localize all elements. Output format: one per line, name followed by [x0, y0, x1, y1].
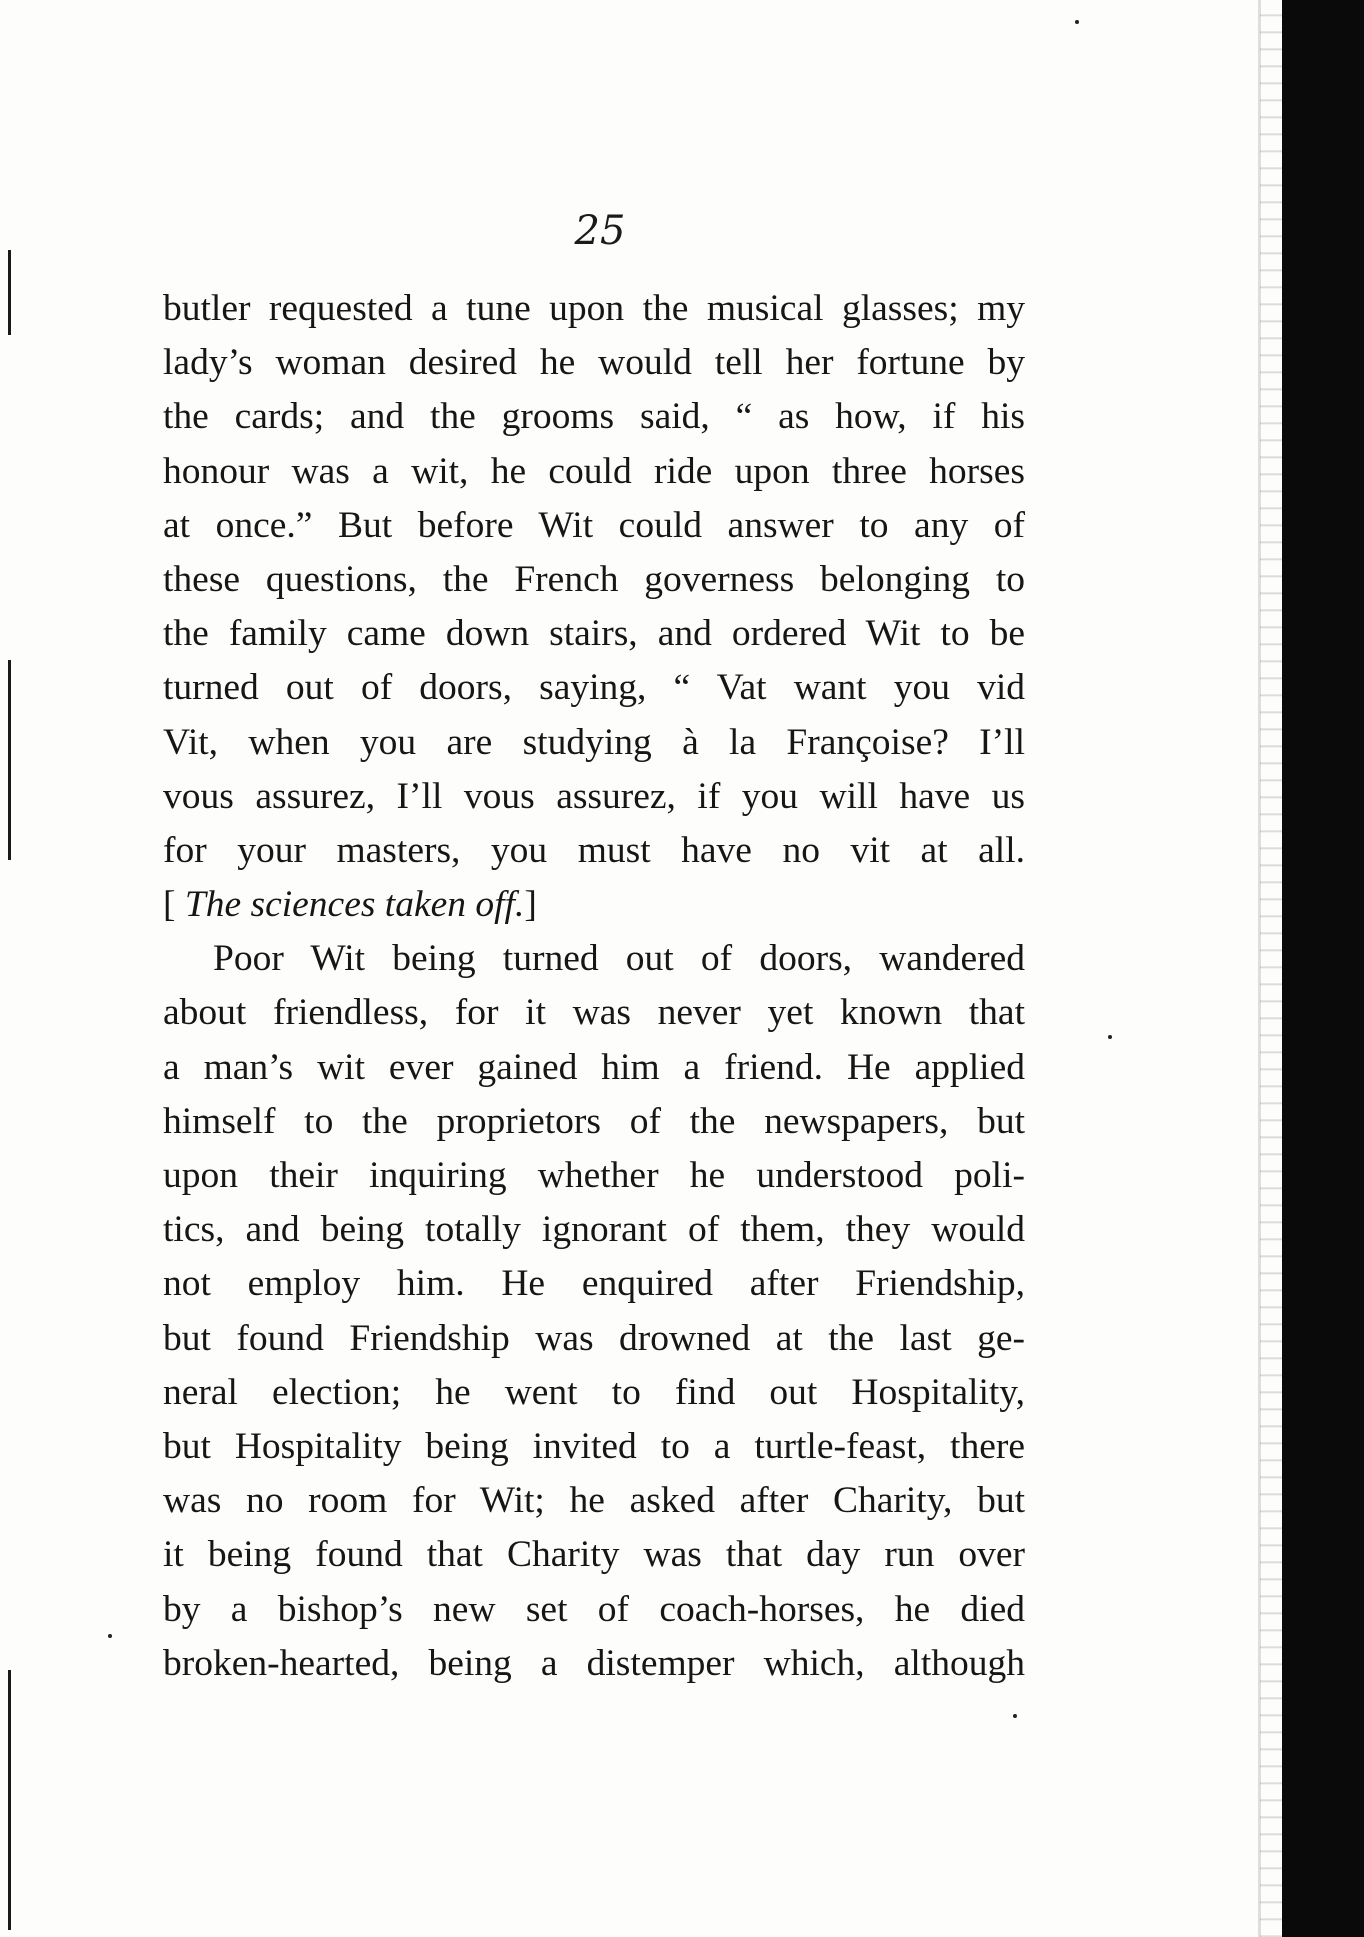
stage-direction-text: The sciences taken off. — [184, 884, 525, 926]
text-line: was no room for Wit; he asked after Charity, but — [163, 1480, 1025, 1522]
text-line: lady’s woman desired he would tell her fortune by — [163, 342, 1025, 384]
text-line: but found Friendship was drowned at the last ge- — [163, 1317, 1025, 1359]
text-line: about friendless, for it was never yet known that — [163, 992, 1025, 1034]
text-line: broken-hearted, being a distemper which, although — [163, 1642, 1025, 1684]
left-edge-mark — [8, 660, 11, 860]
page-number: 25 — [574, 208, 626, 254]
left-edge-mark — [8, 250, 11, 335]
text-line: butler requested a tune upon the musical glasses; my — [163, 288, 1025, 329]
text-line: neral election; he went to find out Hospitality, — [163, 1371, 1025, 1413]
text-line: not employ him. He enquired after Friendship, — [163, 1263, 1025, 1305]
text-line: but Hospitality being invited to a turtle-feast, there — [163, 1425, 1025, 1467]
text-line: the family came down stairs, and ordered Wit to be — [163, 613, 1025, 655]
text-line: for your masters, you must have no vit at all. — [163, 829, 1025, 871]
page-body-text — [163, 282, 1025, 1691]
text-line: Poor Wit being turned out of doors, wandered — [213, 938, 1025, 980]
text-line: a man’s wit ever gained him a friend. He applied — [163, 1046, 1025, 1088]
bracket-open: [ — [163, 884, 176, 926]
text-line: turned out of doors, saying, “ Vat want you vid — [163, 667, 1025, 709]
text-line: vous assurez, I’ll vous assurez, if you will have us — [163, 775, 1025, 817]
binding-fray — [1260, 0, 1282, 1937]
ink-speck — [108, 1634, 112, 1638]
bracket-close: ] — [524, 884, 537, 926]
text-line: these questions, the French governess belonging to — [163, 558, 1025, 600]
text-line: at once.” But before Wit could answer to any of — [163, 504, 1025, 546]
stage-direction — [163, 878, 1025, 932]
text-line: Vit, when you are studying à la Françoise? I’ll — [163, 721, 1025, 763]
left-edge-mark — [8, 1670, 11, 1930]
book-binding-edge — [1282, 0, 1364, 1937]
text-line: honour was a wit, he could ride upon three horses — [163, 450, 1025, 492]
ink-speck — [1075, 20, 1079, 24]
ink-speck — [1013, 1714, 1017, 1718]
ink-speck — [1108, 1035, 1112, 1039]
text-line: it being found that Charity was that day run over — [163, 1534, 1025, 1576]
text-line: by a bishop’s new set of coach-horses, he died — [163, 1588, 1025, 1630]
text-line: upon their inquiring whether he understood poli- — [163, 1155, 1025, 1196]
text-line: himself to the proprietors of the newspapers, but — [163, 1100, 1025, 1142]
text-line: the cards; and the grooms said, “ as how, if his — [163, 396, 1025, 438]
text-line: tics, and being totally ignorant of them, they would — [163, 1209, 1025, 1251]
